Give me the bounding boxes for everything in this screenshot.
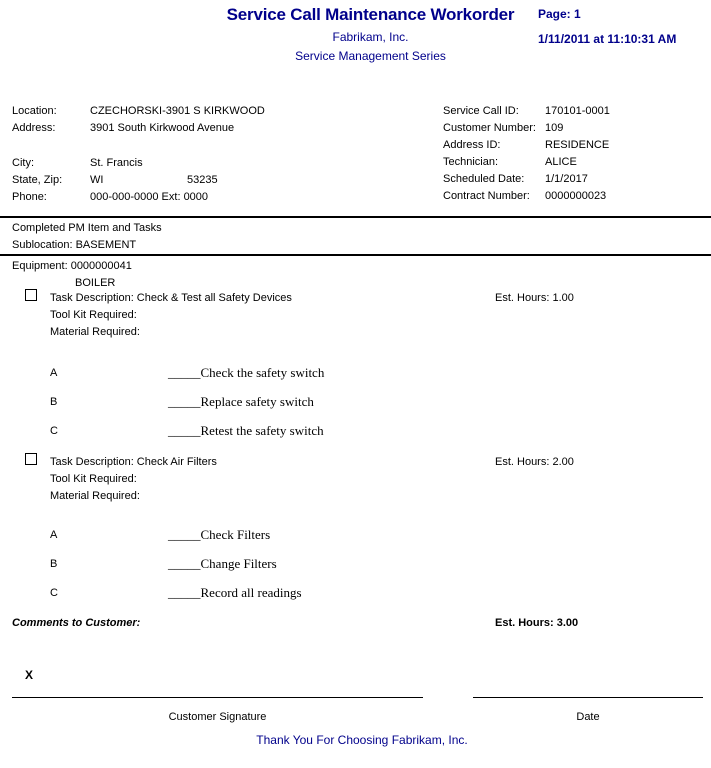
spacer: [12, 140, 90, 157]
contract-number-value: 0000000023: [545, 190, 607, 203]
series-name: Service Management Series: [295, 49, 446, 63]
print-datetime: 1/11/2011 at 11:10:31 AM: [538, 32, 677, 46]
task-checkbox: [25, 289, 37, 301]
step-letter: C: [50, 587, 58, 599]
state-value: WI: [90, 174, 104, 187]
material-label: Material Required:: [50, 490, 140, 502]
task-est-hours: Est. Hours: 1.00: [495, 292, 574, 304]
step-letter: C: [50, 425, 58, 437]
customer-signature-line: [12, 697, 423, 698]
step-text: _____Record all readings: [168, 585, 302, 600]
location-info-block: [12, 105, 265, 209]
date-line: [473, 697, 703, 698]
customer-number-value: 109: [545, 122, 564, 135]
service-call-id-value: 170101-0001: [545, 105, 610, 117]
customer-signature-caption: Customer Signature: [168, 711, 267, 723]
material-label: Material Required:: [50, 326, 140, 338]
equipment-name: BOILER: [75, 277, 116, 289]
page-title: Service Call Maintenance Workorder: [226, 5, 515, 24]
zip-value: 53235: [187, 174, 218, 187]
scheduled-date-value: 1/1/2017: [545, 173, 588, 186]
technician-label: Technician:: [443, 156, 499, 169]
step-text: _____Check Filters: [168, 527, 271, 542]
step-text: _____Check the safety switch: [168, 365, 325, 380]
step-letter: A: [50, 529, 58, 541]
state-zip-label: State, Zip:: [12, 174, 63, 187]
location-label: Location:: [12, 105, 57, 117]
task-description: Task Description: Check & Test all Safety Devices: [50, 292, 292, 304]
service-call-info-block: [443, 105, 610, 208]
report-header-meta: [538, 7, 708, 46]
sublocation-label: Sublocation: BASEMENT: [12, 239, 137, 251]
technician-value: ALICE: [545, 156, 577, 169]
address-value: 3901 South Kirkwood Avenue: [90, 122, 235, 135]
comments-to-customer-label: Comments to Customer:: [12, 617, 141, 629]
section-divider: [0, 254, 711, 256]
phone-label: Phone:: [12, 191, 47, 204]
task-est-hours: Est. Hours: 2.00: [495, 456, 574, 468]
total-est-hours: Est. Hours: 3.00: [495, 617, 579, 629]
tool-kit-label: Tool Kit Required:: [50, 309, 137, 321]
step-text: _____Replace safety switch: [168, 394, 314, 409]
task-description: Task Description: Check Air Filters: [50, 456, 217, 468]
state-zip-value: [90, 174, 265, 191]
step-letter: B: [50, 558, 58, 570]
contract-number-label: Contract Number:: [443, 190, 530, 203]
equipment-label: Equipment: 0000000041: [12, 260, 132, 272]
tool-kit-label: Tool Kit Required:: [50, 473, 137, 485]
thank-you-message: Thank You For Choosing Fabrikam, Inc.: [256, 733, 468, 747]
section-divider: [0, 216, 711, 218]
address-id-value: RESIDENCE: [545, 139, 610, 152]
signature-x-mark: X: [25, 668, 34, 682]
company-name: Fabrikam, Inc.: [332, 30, 409, 44]
customer-number-label: Customer Number:: [443, 122, 536, 135]
phone-value: 000-000-0000 Ext: 0000: [90, 191, 209, 204]
spacer: [90, 140, 265, 157]
completed-pm-heading: Completed PM Item and Tasks: [12, 222, 162, 234]
page-number: Page: 1: [538, 7, 581, 21]
city-label: City:: [12, 156, 34, 169]
city-value: St. Francis: [90, 156, 143, 169]
task-checkbox: [25, 453, 37, 465]
address-id-label: Address ID:: [443, 139, 501, 152]
address-label: Address:: [12, 122, 56, 135]
location-value: CZECHORSKI-3901 S KIRKWOOD: [90, 105, 265, 117]
step-letter: B: [50, 396, 58, 408]
scheduled-date-label: Scheduled Date:: [443, 173, 525, 186]
step-text: _____Change Filters: [168, 556, 277, 571]
date-caption: Date: [576, 711, 600, 723]
service-call-id-label: Service Call ID:: [443, 105, 519, 117]
step-text: _____Retest the safety switch: [168, 423, 324, 438]
step-letter: A: [50, 367, 58, 379]
